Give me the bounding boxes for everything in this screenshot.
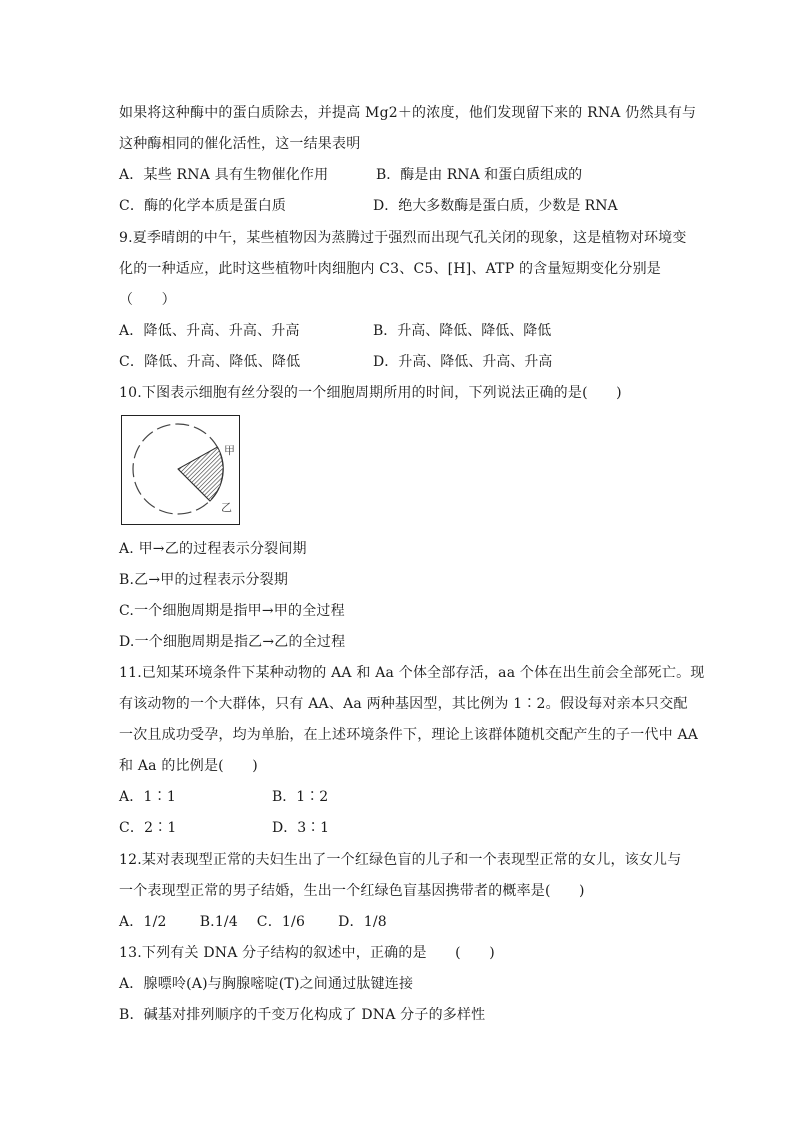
- q13-option-a: A．腺嘌呤(A)与胸腺嘧啶(T)之间通过肽键连接: [119, 976, 414, 992]
- q11-option-d: D．3∶1: [272, 820, 330, 836]
- q11-stem-line3: 一次且成功受孕，均为单胎，在上述环境条件下，理论上该群体随机交配产生的子一代中 AA: [119, 727, 699, 743]
- q8-option-a: A．某些 RNA 具有生物催化作用: [119, 167, 329, 183]
- label-jia: 甲: [224, 444, 235, 457]
- q10-option-c: C.一个细胞周期是指甲→甲的全过程: [119, 603, 345, 619]
- q11-option-c: C．2∶1: [119, 820, 177, 836]
- q12-stem-line1: 12.某对表现型正常的夫妇生出了一个红绿色盲的儿子和一个表现型正常的女儿，该女儿与: [119, 852, 682, 868]
- q9-option-d: D．升高、降低、升高、升高: [373, 354, 553, 370]
- q10-stem: 10.下图表示细胞有丝分裂的一个细胞周期所用的时间，下列说法正确的是( ): [119, 385, 622, 401]
- q9-option-c: C．降低、升高、降低、降低: [119, 354, 301, 370]
- q9-option-b: B．升高、降低、降低、降低: [373, 323, 552, 339]
- division-phase-sector: [178, 447, 223, 501]
- q13-stem: 13.下列有关 DNA 分子结构的叙述中，正确的是 ( ): [119, 945, 495, 961]
- q8-stem-line2: 这种酶相同的催化活性，这一结果表明: [119, 136, 361, 152]
- q9-stem-line3: （ ）: [119, 292, 176, 308]
- q11-stem-line4: 和 Aa 的比例是( ): [119, 758, 258, 774]
- q11-option-a: A．1∶1: [119, 789, 176, 805]
- q11-stem-line1: 11.已知某环境条件下某种动物的 AA 和 Aa 个体全部存活，aa 个体在出生前会全部死亡。现: [119, 665, 705, 681]
- q9-stem-line2: 化的一种适应，此时这些植物叶肉细胞内 C3、C5、[H]、ATP 的含量短期变化分别是: [119, 261, 661, 277]
- q11-option-b: B．1∶2: [272, 789, 329, 805]
- q10-option-a: A. 甲→乙的过程表示分裂间期: [119, 541, 307, 557]
- q9-option-a: A．降低、升高、升高、升高: [119, 323, 300, 339]
- cell-cycle-figure: [121, 415, 240, 525]
- q9-stem-line1: 9.夏季晴朗的中午，某些植物因为蒸腾过于强烈而出现气孔关闭的现象，这是植物对环境变: [119, 230, 687, 246]
- q8-option-c: C．酶的化学本质是蛋白质: [119, 198, 287, 214]
- cell-cycle-diagram: [122, 416, 239, 524]
- q11-stem-line2: 有该动物的一个大群体，只有 AA、Aa 两种基因型，其比例为 1∶2。假设每对亲本只交配: [119, 696, 688, 712]
- q12-options: A．1/2 B.1/4 C．1/6 D．1/8: [119, 914, 387, 930]
- q8-stem-line1: 如果将这种酶中的蛋白质除去，并提高 Mg2＋的浓度，他们发现留下来的 RNA 仍然具有与: [119, 105, 697, 121]
- q10-option-d: D.一个细胞周期是指乙→乙的全过程: [119, 634, 346, 650]
- q12-stem-line2: 一个表现型正常的男子结婚，生出一个红绿色盲基因携带者的概率是( ): [119, 883, 585, 899]
- q8-option-d: D．绝大多数酶是蛋白质，少数是 RNA: [373, 198, 618, 214]
- q13-option-b: B．碱基对排列顺序的千变万化构成了 DNA 分子的多样性: [119, 1007, 486, 1023]
- label-yi: 乙: [221, 501, 232, 514]
- q10-option-b: B.乙→甲的过程表示分裂期: [119, 572, 289, 588]
- q8-option-b: B．酶是由 RNA 和蛋白质组成的: [376, 167, 583, 183]
